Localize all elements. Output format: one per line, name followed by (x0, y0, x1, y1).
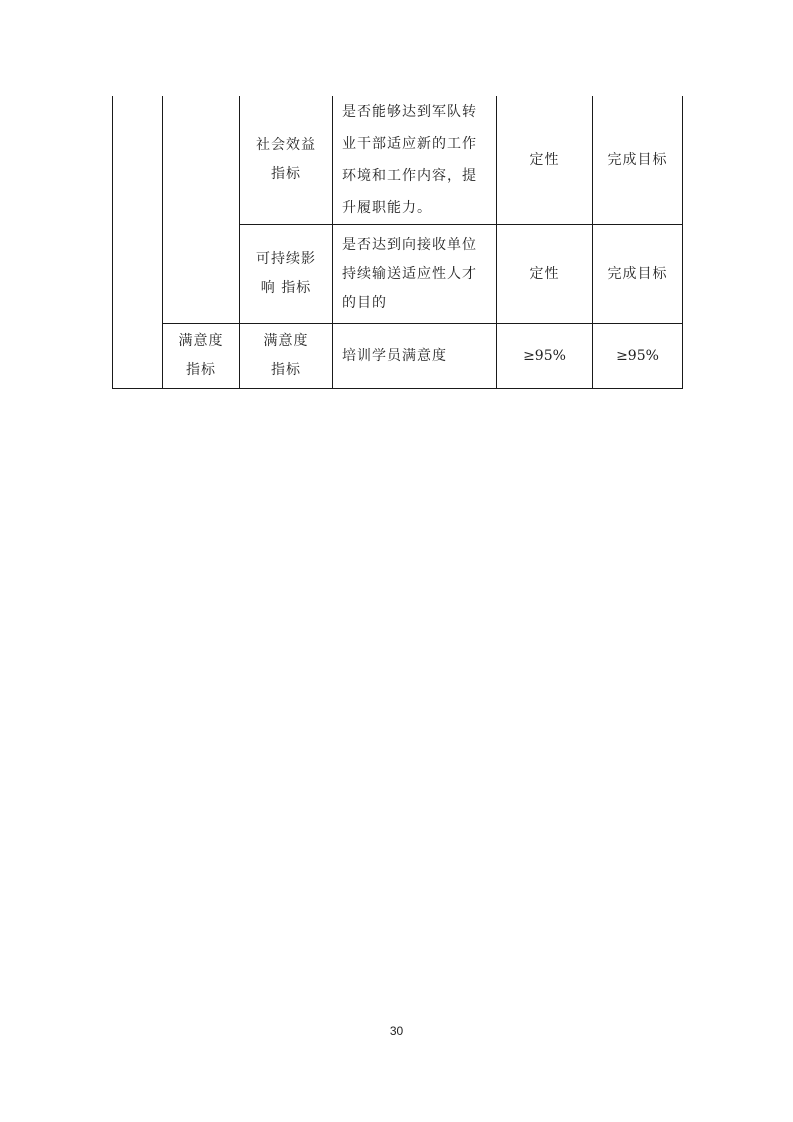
actual-value-cell: ≥95% (593, 324, 683, 389)
level2-indicator-cell (163, 96, 240, 324)
level2-indicator-cell: 满意度 指标 (163, 324, 240, 389)
level3-indicator-cell: 可持续影 响 指标 (240, 225, 333, 324)
page-number: 30 (389, 1024, 404, 1038)
indicator-description-cell: 是否达到向接收单位 持续输送适应性人才 的目的 (333, 225, 497, 324)
indicator-description-cell: 是否能够达到军队转 业干部适应新的工作 环境和工作内容，提 升履职能力。 (333, 96, 497, 225)
performance-indicator-table (112, 96, 683, 389)
level1-indicator-cell (113, 96, 163, 389)
level3-indicator-cell: 社会效益 指标 (240, 96, 333, 225)
indicator-description-cell: 培训学员满意度 (333, 324, 497, 389)
actual-value-cell: 完成目标 (593, 225, 683, 324)
table-row (113, 96, 683, 225)
actual-value-cell: 完成目标 (593, 96, 683, 225)
index-value-cell: ≥95% (497, 324, 593, 389)
level3-indicator-cell: 满意度 指标 (240, 324, 333, 389)
index-value-cell: 定性 (497, 225, 593, 324)
index-value-cell: 定性 (497, 96, 593, 225)
table-row (113, 324, 683, 389)
